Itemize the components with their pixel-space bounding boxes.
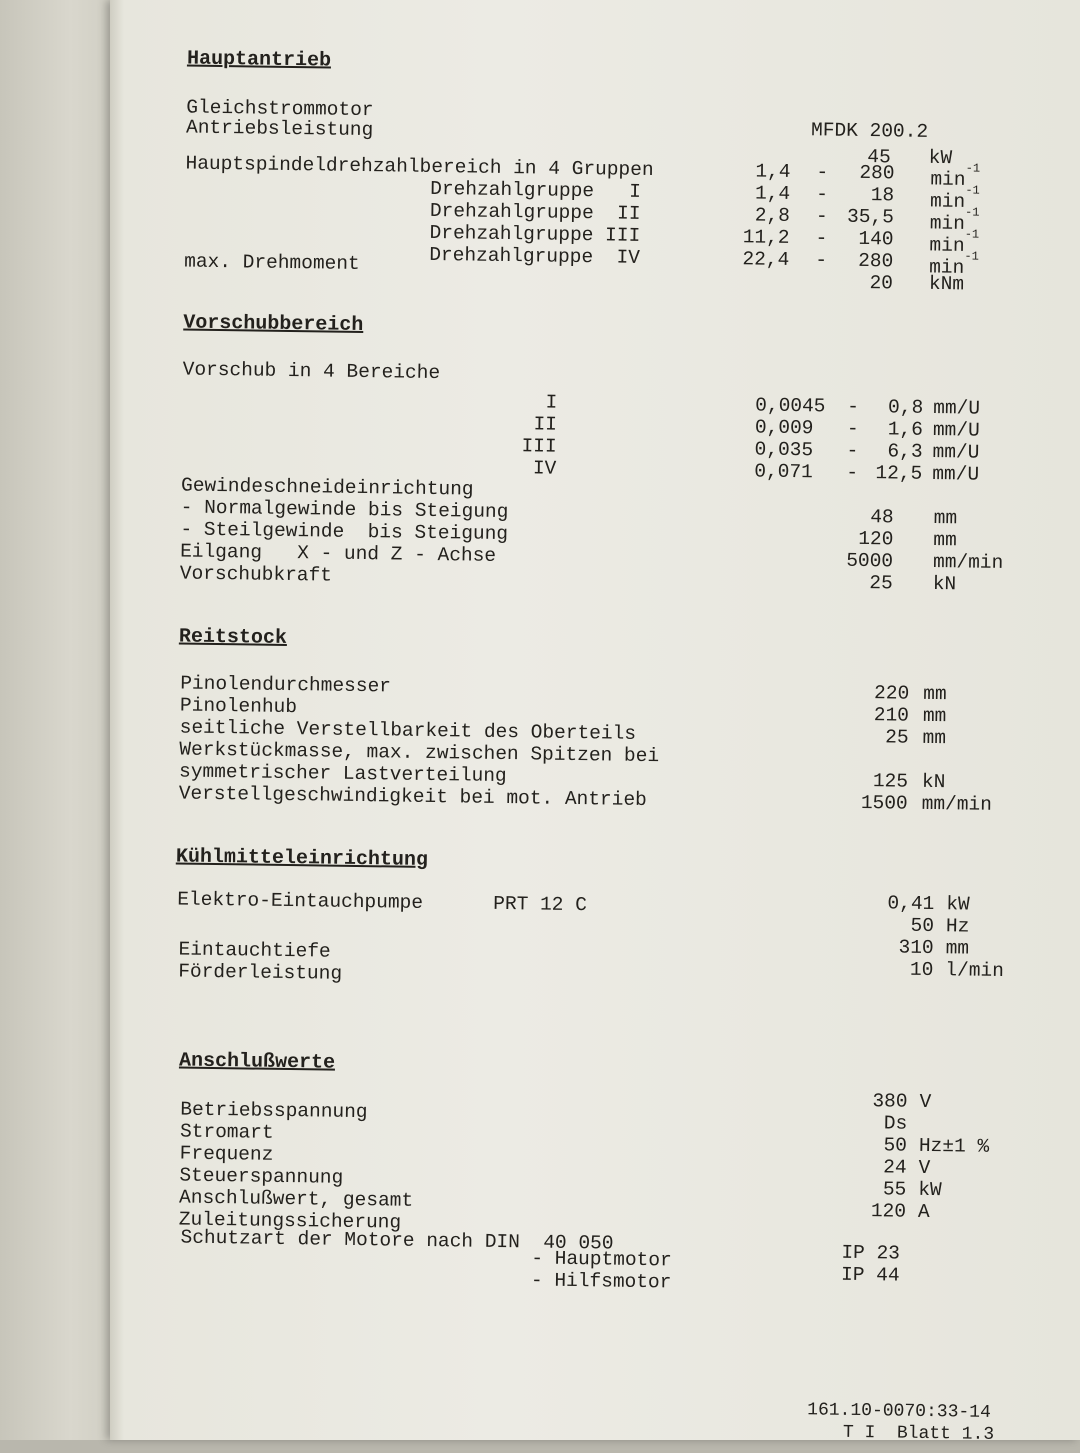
steilgewinde-value: 120: [858, 527, 894, 551]
reitstock-label: Pinolendurchmesser: [180, 672, 392, 698]
hilfsmotor-value: IP 44: [840, 1263, 900, 1287]
reitstock-unit: mm/min: [921, 792, 993, 816]
anschluss-value: 55: [882, 1178, 907, 1201]
vorschubkraft-value: 25: [869, 572, 893, 595]
drehzahlgruppe-unit: $\min^{-1}$: [929, 183, 980, 213]
drehzahlgruppe-dash: -: [815, 249, 828, 272]
drehmoment-label: max. Drehmoment: [184, 250, 360, 275]
steilgewinde-unit: mm: [933, 528, 957, 552]
drehzahlgruppe-label: Drehzahlgruppe I: [430, 177, 642, 203]
reitstock-value: 220: [873, 682, 910, 705]
foerderleistung-label: Förderleistung: [178, 960, 343, 985]
anschluss-value: 50: [883, 1134, 908, 1157]
vorschub-bereich-label: II: [533, 413, 558, 436]
drehzahlgruppe-to: 280: [858, 249, 894, 273]
eilgang-value: 5000: [846, 549, 894, 573]
drehmoment-unit: kNm: [928, 272, 965, 296]
pumpe-frequenz-value: 50: [910, 914, 935, 938]
vorschub-bereich-unit: mm/U: [932, 462, 980, 486]
anschluss-unit: Hz±1 %: [918, 1134, 990, 1158]
leistung-value: 45: [867, 146, 891, 169]
eilgang-unit: mm/min: [932, 550, 1004, 574]
steilgewinde-label: - Steilgewinde bis Steigung: [180, 518, 509, 546]
leistung-label: Antriebsleistung: [185, 116, 374, 142]
normalgewinde-unit: mm: [933, 506, 958, 530]
reitstock-value: 1500: [860, 791, 908, 815]
drehzahlgruppe-unit: $\min^{-1}$: [929, 249, 979, 279]
vorschub-bereich-label: IV: [532, 457, 557, 480]
pumpe-value: 0,41: [887, 892, 935, 916]
reitstock-label: Verstellgeschwindigkeit bei mot. Antrieb: [178, 782, 647, 812]
vorschub-bereich-from: 0,071: [754, 460, 813, 484]
drehzahlgruppe-dash: -: [815, 205, 828, 228]
sheet-number: T I Blatt 1.3: [842, 1422, 995, 1445]
section-title-reitstock: Reitstock: [178, 625, 288, 650]
foerderleistung-unit: l/min: [945, 959, 1005, 983]
reitstock-unit: mm: [922, 726, 947, 750]
gewinde-label: Gewindeschneideinrichtung: [180, 474, 474, 501]
vorschub-bereich-dash: -: [846, 439, 859, 462]
motor-code: MFDK 200.2: [810, 119, 929, 143]
vorschub-bereich-unit: mm/U: [932, 418, 980, 442]
hilfsmotor-label: - Hilfsmotor: [530, 1269, 672, 1294]
drehzahlgruppe-dash: -: [815, 227, 828, 250]
anschluss-label: Steuerspannung: [179, 1164, 344, 1189]
vorschub-bereich-from: 0,0045: [755, 394, 826, 418]
drehzahlgruppe-to: 35,5: [846, 205, 895, 229]
reitstock-label: Werkstückmasse, max. zwischen Spitzen bei: [179, 738, 660, 768]
reitstock-label: Pinolenhub: [179, 694, 298, 719]
section-title-vorschub: Vorschubbereich: [183, 311, 364, 338]
reitstock-label: symmetrischer Lastverteilung: [178, 760, 507, 788]
anschluss-value: Ds: [883, 1112, 908, 1135]
bereich-to: 280: [859, 161, 895, 185]
anschluss-unit: V: [919, 1090, 932, 1114]
vorschub-bereich-dash: -: [846, 417, 859, 440]
reitstock-value: 25: [885, 726, 909, 749]
anschluss-label: Stromart: [179, 1120, 274, 1144]
drehzahlgruppe-from: 22,4: [742, 248, 790, 271]
schutzart-label: Schutzart der Motore nach DIN 40 050: [180, 1226, 614, 1255]
eintauchtiefe-unit: mm: [945, 937, 970, 960]
bereich-label: Hauptspindeldrehzahlbereich in 4 Gruppen: [185, 152, 654, 182]
drehzahlgruppe-to: 18: [870, 184, 895, 207]
normalgewinde-label: - Normalgewinde bis Steigung: [180, 496, 509, 524]
vorschubkraft-label: Vorschubkraft: [179, 562, 333, 587]
document-number: 161.10-0070:33-14: [807, 1400, 991, 1423]
eintauchtiefe-label: Eintauchtiefe: [178, 938, 331, 963]
vorschub-bereich-dash: -: [846, 461, 859, 484]
normalgewinde-value: 48: [870, 506, 894, 529]
drehzahlgruppe-from: 2,8: [754, 204, 791, 227]
bereich-unit: $\min^{-1}$: [930, 161, 981, 191]
reitstock-unit: mm: [922, 704, 947, 728]
vorschubkraft-unit: kN: [932, 572, 957, 596]
vorschub-bereich-label: III: [521, 435, 557, 458]
foerderleistung-value: 10: [909, 958, 934, 982]
anschluss-label: Betriebsspannung: [180, 1098, 368, 1124]
section-title-hauptantrieb: Hauptantrieb: [186, 47, 332, 73]
anschluss-unit: kW: [918, 1178, 942, 1202]
anschluss-unit: V: [918, 1156, 931, 1180]
anschluss-value: 24: [883, 1156, 907, 1179]
drehzahlgruppe-label: Drehzahlgruppe IV: [429, 243, 641, 269]
hauptmotor-label: - Hauptmotor: [531, 1247, 672, 1272]
anschluss-unit: A: [917, 1200, 930, 1223]
vorschub-bereich-to: 1,6: [887, 418, 924, 441]
anschluss-value: 120: [870, 1200, 907, 1223]
anschluss-label: Zuleitungssicherung: [178, 1208, 402, 1234]
reitstock-unit: kN: [921, 770, 946, 794]
drehzahlgruppe-to: 140: [858, 227, 894, 251]
drehzahlgruppe-unit: $\min^{-1}$: [929, 227, 980, 257]
eilgang-label: Eilgang X - und Z - Achse: [179, 540, 497, 567]
vorschub-bereich-label: I: [545, 391, 558, 414]
drehzahlgruppe-label: Drehzahlgruppe III: [429, 221, 641, 247]
vorschub-bereich-unit: mm/U: [932, 440, 980, 464]
vorschub-bereich-from: 0,009: [754, 416, 814, 440]
vorschub-bereich-dash: -: [847, 395, 860, 418]
vorschub-bereich-from: 0,035: [754, 438, 814, 462]
anschluss-value: 380: [872, 1090, 908, 1113]
pumpe-frequenz-unit: Hz: [945, 915, 970, 938]
pumpe-label: Elektro-Eintauchpumpe: [177, 888, 424, 914]
drehzahlgruppe-from: 11,2: [742, 226, 790, 249]
motor-label: Gleichstrommotor: [186, 96, 374, 122]
anschluss-label: Frequenz: [179, 1142, 274, 1166]
pumpe-unit: kW: [946, 893, 970, 916]
reitstock-unit: mm: [923, 682, 947, 706]
dash: -: [816, 161, 829, 184]
leistung-unit: kW: [928, 146, 953, 170]
reitstock-value: 125: [872, 770, 909, 793]
hauptmotor-value: IP 23: [841, 1241, 901, 1265]
vorschub-bereich-to: 12,5: [875, 462, 923, 485]
reitstock-value: 210: [873, 704, 910, 727]
drehzahlgruppe-from: 1,4: [754, 182, 791, 205]
vorschub-bereiche-label: Vorschub in 4 Bereiche: [182, 358, 441, 385]
drehzahlgruppe-label: Drehzahlgruppe II: [429, 199, 641, 225]
vorschub-bereich-unit: mm/U: [933, 396, 981, 420]
drehmoment-value: 20: [869, 272, 894, 295]
vorschub-bereich-to: 6,3: [887, 440, 923, 463]
section-title-anschluss: Anschlußwerte: [178, 1049, 336, 1075]
pumpe-code: PRT 12 C: [493, 892, 588, 917]
anschluss-label: Anschlußwert, gesamt: [178, 1186, 414, 1212]
drehzahlgruppe-dash: -: [816, 183, 829, 206]
drehzahlgruppe-unit: $\min^{-1}$: [929, 205, 980, 235]
section-title-kuehlmittel: Kühlmitteleinrichtung: [175, 845, 429, 872]
eintauchtiefe-value: 310: [898, 936, 934, 960]
reitstock-label: seitliche Verstellbarkeit des Oberteils: [179, 716, 637, 745]
bereich-from: 1,4: [755, 160, 791, 183]
vorschub-bereich-to: 0,8: [887, 396, 924, 419]
